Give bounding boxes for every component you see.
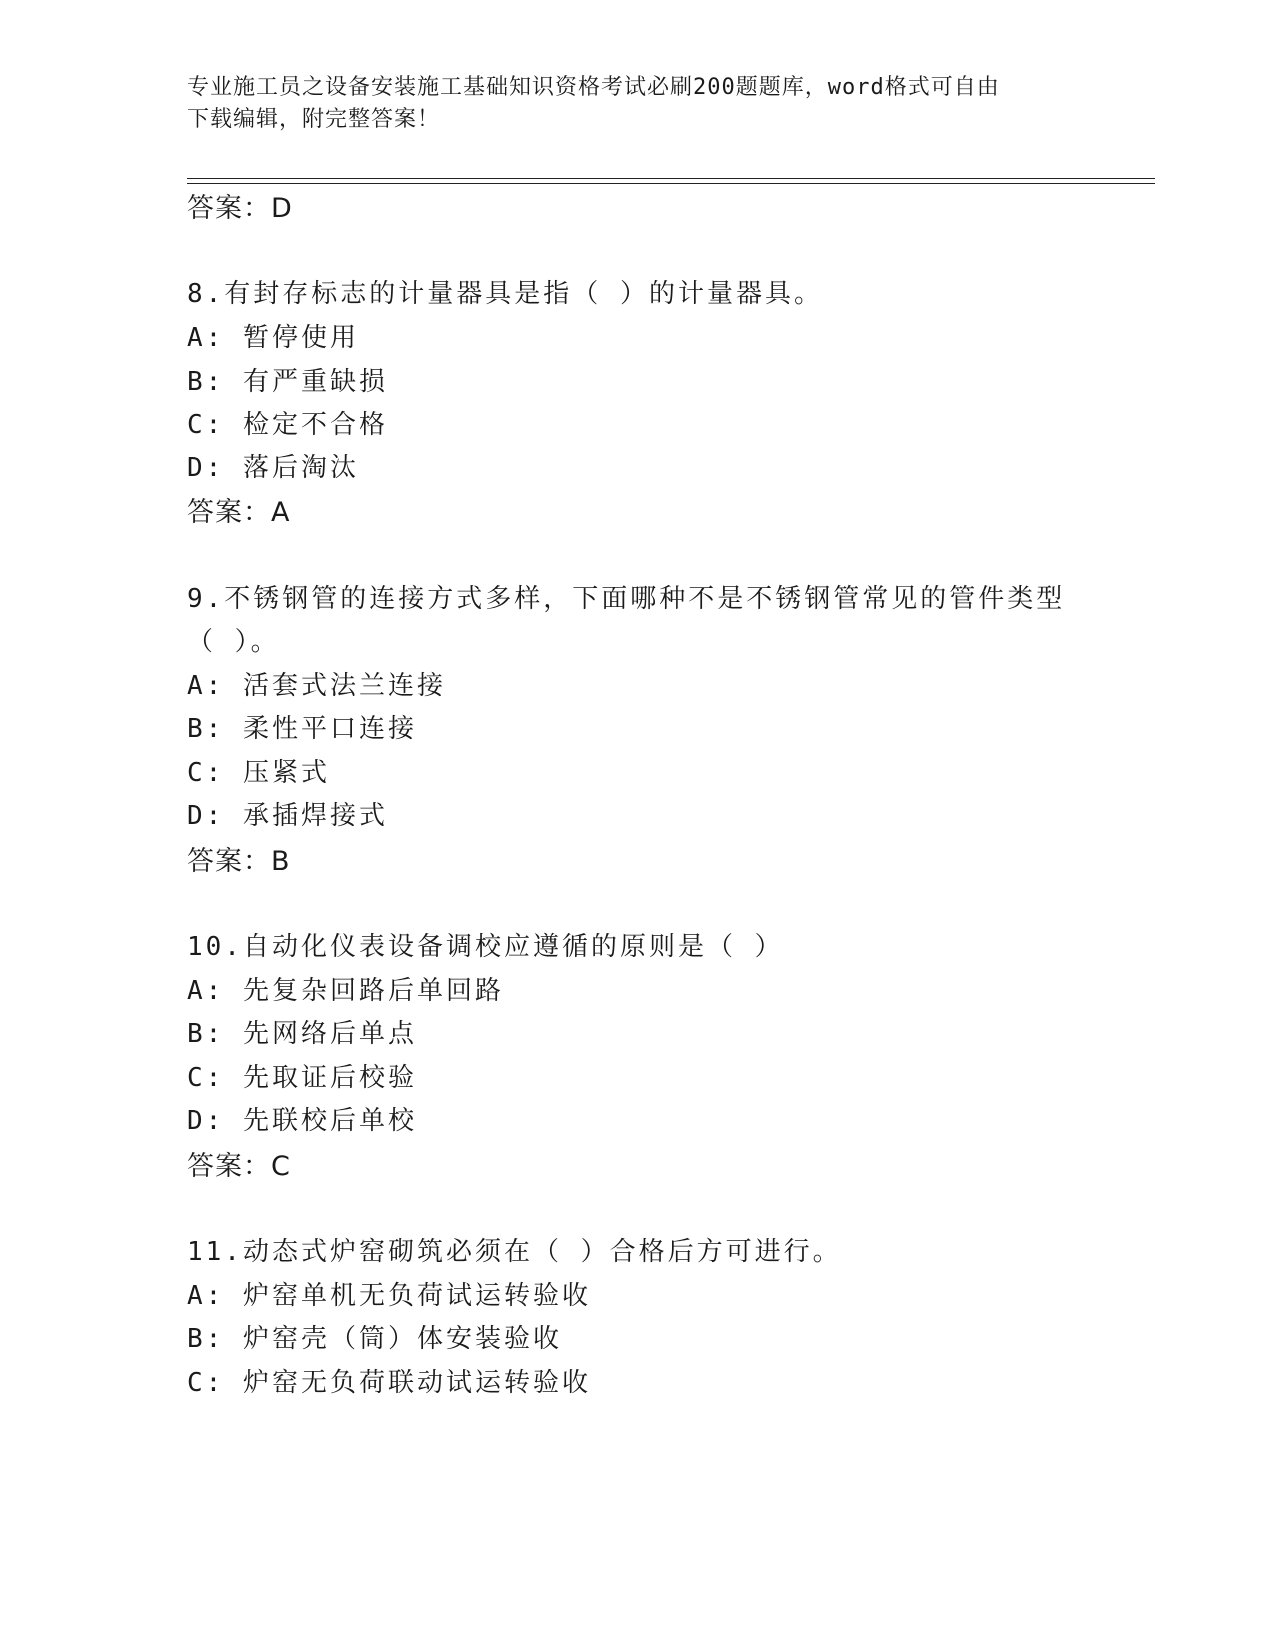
question-11-option-a: A: 炉窑单机无负荷试运转验收 (187, 1281, 591, 1311)
question-8-stem: 8.有封存标志的计量器具是指（ ）的计量器具。 (187, 279, 823, 309)
document-header (187, 72, 1087, 136)
question-8-option-b: B: 有严重缺损 (187, 367, 388, 397)
header-line-1: 专业施工员之设备安装施工基础知识资格考试必刷200题题库，word格式可自由 (187, 75, 1000, 100)
header-divider-bottom (187, 183, 1155, 184)
question-9-option-a: A: 活套式法兰连接 (187, 671, 446, 701)
question-9-option-c: C: 压紧式 (187, 758, 330, 788)
question-9-stem-line-1: 9.不锈钢管的连接方式多样，下面哪种不是不锈钢管常见的管件类型 (187, 584, 1066, 614)
question-10-option-b: B: 先网络后单点 (187, 1019, 417, 1049)
question-8-option-c: C: 检定不合格 (187, 410, 388, 440)
question-8-option-d: D: 落后淘汰 (187, 453, 359, 483)
question-10-option-a: A: 先复杂回路后单回路 (187, 976, 504, 1006)
question-10-option-d: D: 先联校后单校 (187, 1106, 417, 1136)
question-10-stem: 10.自动化仪表设备调校应遵循的原则是（ ） (187, 932, 784, 962)
question-10-option-c: C: 先取证后校验 (187, 1063, 417, 1093)
question-9-option-b: B: 柔性平口连接 (187, 714, 417, 744)
question-8-answer: 答案：A (187, 497, 291, 528)
question-11-option-b: B: 炉窑壳（筒）体安装验收 (187, 1324, 562, 1354)
header-line-2: 下载编辑，附完整答案！ (187, 107, 441, 132)
previous-answer: 答案：D (187, 193, 293, 224)
question-9-option-d: D: 承插焊接式 (187, 801, 388, 831)
header-divider-top (187, 178, 1155, 179)
question-10-answer: 答案：C (187, 1151, 291, 1182)
question-11-option-c: C: 炉窑无负荷联动试运转验收 (187, 1368, 591, 1398)
question-9-answer: 答案：B (187, 846, 291, 877)
question-9-stem-line-2: （ ）。 (187, 627, 280, 657)
question-11-stem: 11.动态式炉窑砌筑必须在（ ）合格后方可进行。 (187, 1237, 842, 1267)
question-8-option-a: A: 暂停使用 (187, 323, 359, 353)
